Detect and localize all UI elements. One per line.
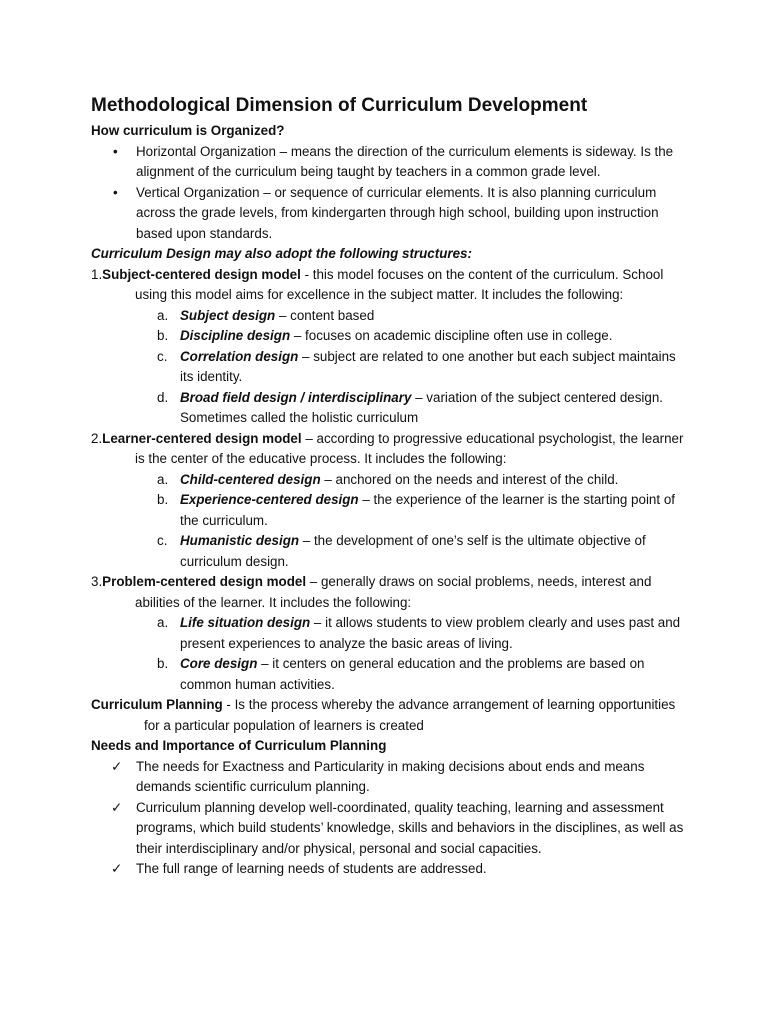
organized-heading: How curriculum is Organized? (91, 123, 285, 138)
list-item: b. Core design – it centers on general education and the problems are based on common human activities. (157, 656, 645, 692)
curriculum-planning-definition: Curriculum Planning - Is the process whereby the advance arrangement of learning opportunities for a particular population of learners is created (91, 697, 676, 733)
checklist-item: ✓ The needs for Exactness and Particularity in making decisions about ends and means demands scientific curriculum planning. (111, 758, 645, 794)
checkmark-icon: ✓ (111, 758, 123, 774)
list-item: a. Child-centered design – anchored on the needs and interest of the child. (157, 471, 619, 487)
design-intro: Curriculum Design may also adopt the following structures: (91, 246, 472, 261)
list-item: b. Experience-centered design – the experience of the learner is the starting point of the curriculum. (157, 492, 675, 528)
list-item: a. Subject design – content based (157, 307, 375, 323)
bullet-item: • Horizontal Organization – means the direction of the curriculum elements is sideway. Is the alignment of the curriculum being taught by teachers in a common grade level. (113, 143, 674, 179)
model-problem-centered: 3.Problem-centered design model – generally draws on social problems, needs, interest and abilities of the learner. It includes the following: (91, 574, 652, 610)
list-item: a. Life situation design – it allows students to view problem clearly and uses past and present experiences to analyze the basic areas of living. (157, 615, 681, 651)
model-title: Problem-centered design model (102, 574, 307, 589)
model-learner-centered: 2.Learner-centered design model – according to progressive educational psychologist, the learner is the center of the educative process. It includes the following: (91, 430, 684, 466)
bullet-item: • Vertical Organization – or sequence of curricular elements. It is also planning curriculum across the grade levels, from kindergarten through high school, building upon instruction based upon standards. (113, 184, 659, 241)
list-item: c. Humanistic design – the development of one’s self is the ultimate objective of curriculum design. (157, 533, 646, 569)
checklist-item: ✓ The full range of learning needs of students are addressed. (91, 859, 691, 880)
needs-heading: Needs and Importance of Curriculum Planning (91, 738, 387, 753)
list-item: d. Broad field design / interdisciplinary – variation of the subject centered design. Sometimes called the holistic curriculum (157, 389, 664, 425)
model-title: Subject-centered design model (102, 266, 301, 282)
bullet-icon: • (113, 184, 118, 200)
document-body (91, 93, 691, 880)
checkmark-icon: ✓ (111, 861, 123, 876)
model-subject-centered: 1.Subject-centered design model - this model focuses on the content of the curriculum. School using this model aims for excellence in the subject matter. It includes the following: (91, 266, 664, 302)
bullet-icon: • (113, 143, 118, 159)
page-title: Methodological Dimension of Curriculum Development (91, 95, 588, 116)
list-item: b. Discipline design – focuses on academic discipline often use in college. (157, 328, 613, 343)
checkmark-icon: ✓ (111, 799, 123, 815)
model-title: Learner-centered design model (102, 430, 302, 446)
list-item: c. Correlation design – subject are related to one another but each subject maintains its identity. (157, 348, 676, 384)
checklist-item: ✓ Curriculum planning develop well-coordinated, quality teaching, learning and assessment programs, which build students’ knowledge, skills and behaviors in the disciplines, as well as their interdisciplinary and/or physical, personal and social capacities. (111, 799, 684, 856)
